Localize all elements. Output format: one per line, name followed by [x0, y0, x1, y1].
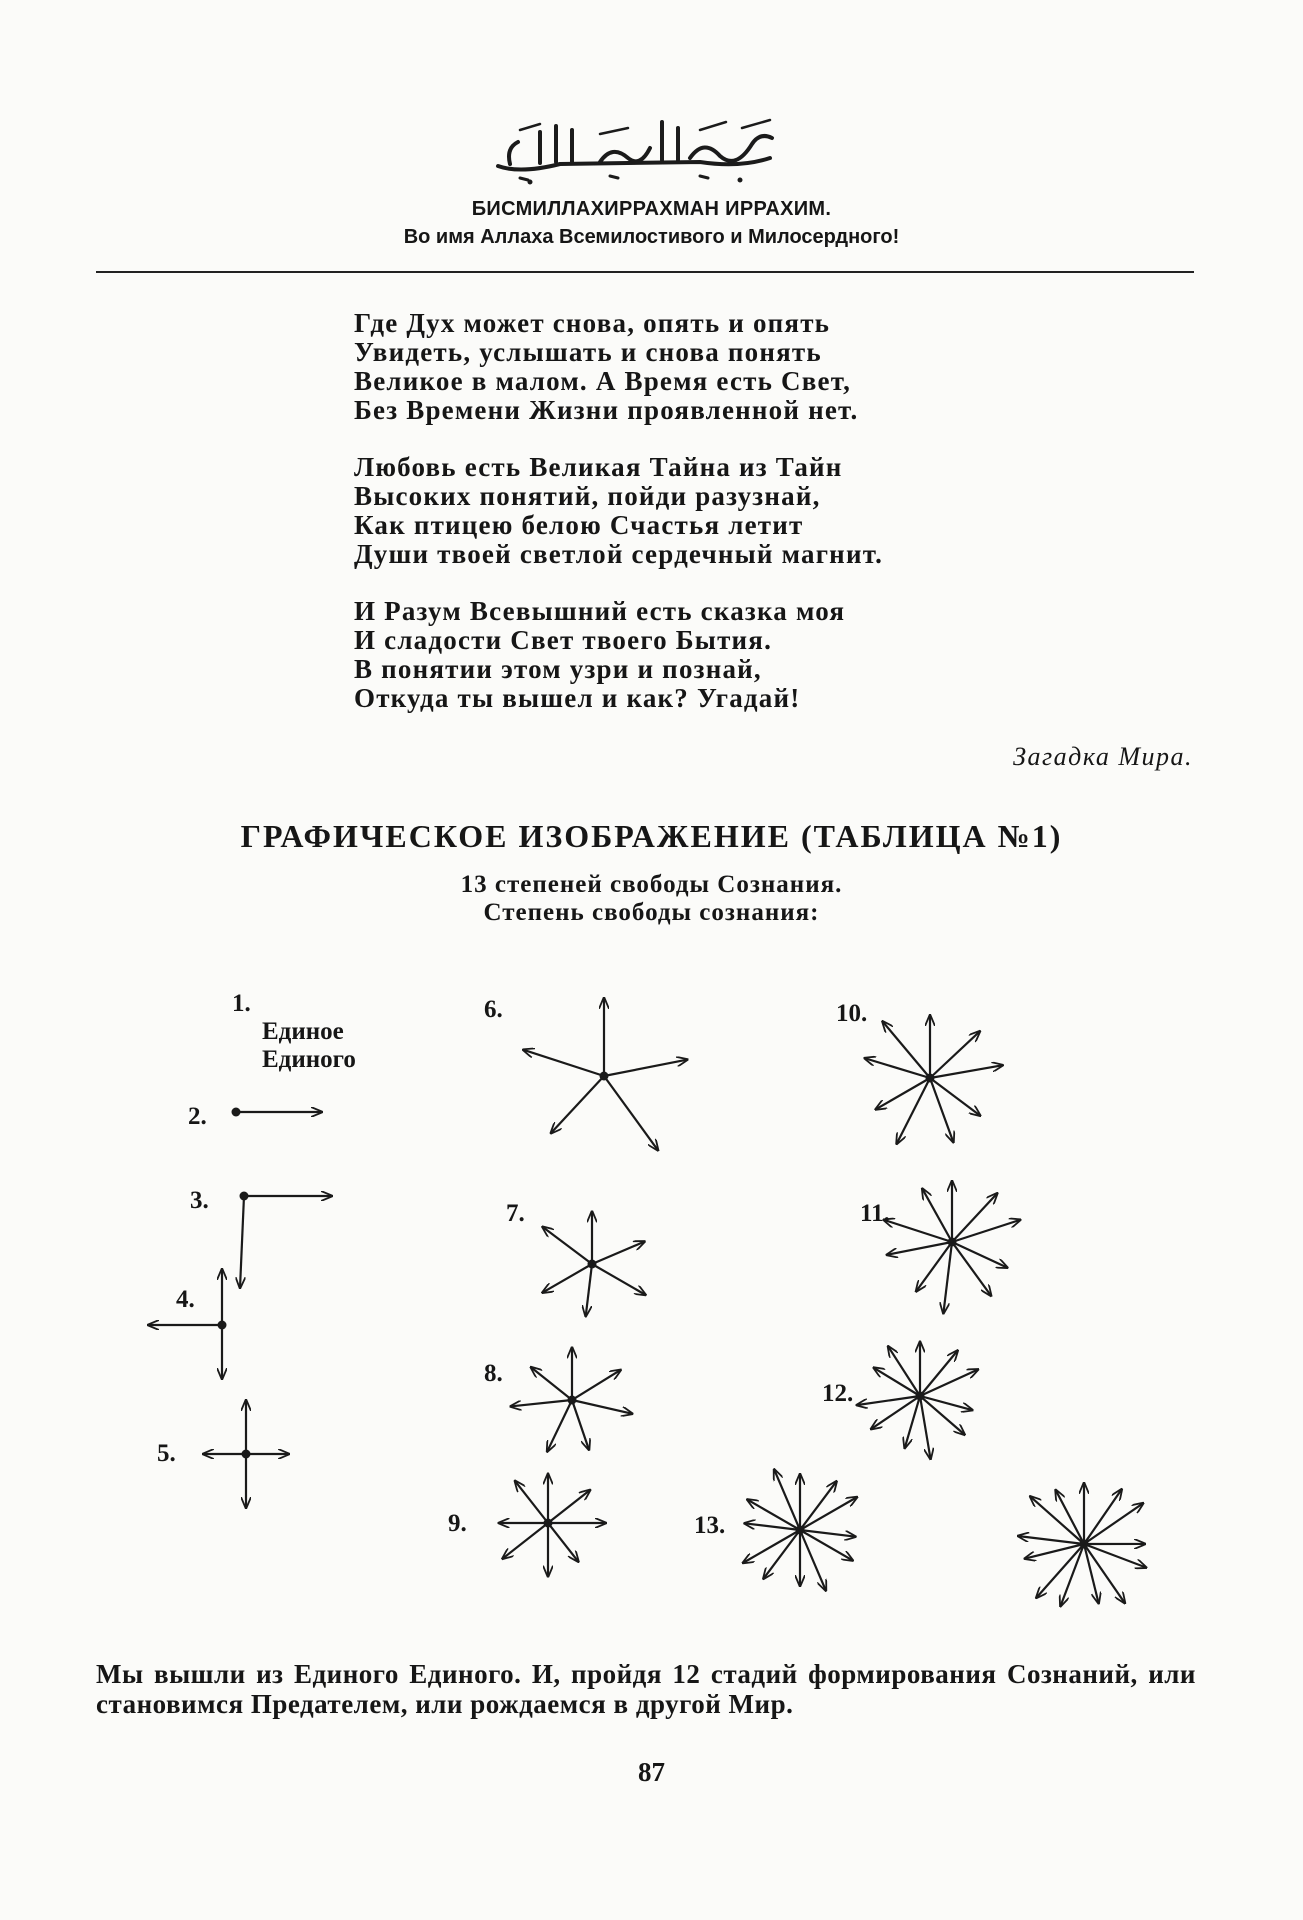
poem-line: И Разум Всевышний есть сказка моя [354, 596, 846, 626]
stage-14-arrow [1030, 1496, 1084, 1544]
stage-label-1: 1. [232, 990, 251, 1017]
stage-13-arrow [800, 1481, 837, 1530]
poem-line: Великое в малом. А Время есть Свет, [354, 366, 852, 396]
stage-14-arrow [1036, 1544, 1084, 1598]
stage-11-arrow [887, 1242, 952, 1255]
stage-6-arrow [551, 1076, 604, 1133]
stage-10-arrow [882, 1021, 930, 1078]
poem-stanza [354, 309, 974, 425]
stage-7-arrow [592, 1264, 646, 1295]
stage-7-arrow [586, 1264, 592, 1316]
stage-14-arrow [1084, 1503, 1143, 1544]
poem-line: В понятии этом узри и познай, [354, 654, 762, 684]
poem-line: Души твоей светлой сердечный магнит. [354, 539, 884, 569]
stage-13-arrow [763, 1530, 800, 1579]
stage-13-arrow [800, 1530, 826, 1591]
poem [354, 309, 974, 741]
subtitle-line-1: 13 степеней свободы Сознания. [460, 871, 843, 898]
stage-8-arrow [531, 1367, 572, 1400]
stage-1-name-line-1: Единое [262, 1018, 344, 1045]
stage-9-arrow [548, 1523, 578, 1562]
stage-label-13: 13. [694, 1512, 726, 1539]
section-title: ГРАФИЧЕСКОЕ ИЗОБРАЖЕНИЕ (ТАБЛИЦА №1) [240, 818, 1063, 854]
poem-line: Увидеть, услышать и снова понять [354, 337, 822, 367]
stage-8-arrow [572, 1400, 632, 1414]
stage-label-2: 2. [188, 1103, 207, 1130]
stage-label-4: 4. [176, 1286, 195, 1313]
stage-6-arrow [604, 1076, 658, 1150]
poem-signature: Загадка Мира. [1013, 742, 1193, 771]
bismillah-translation: Во имя Аллаха Всемилостивого и Милосердного! [403, 226, 900, 248]
stage-9-arrow [515, 1481, 548, 1523]
stage-9-arrow [502, 1523, 548, 1559]
stage-1-name [262, 1018, 356, 1074]
stage-label-8: 8. [484, 1360, 503, 1387]
stage-label-6: 6. [484, 996, 503, 1023]
stage-label-9: 9. [448, 1510, 467, 1537]
poem-line: И сладости Свет твоего Бытия. [354, 625, 773, 655]
stage-3-arrow [240, 1196, 244, 1288]
stage-14-arrow [1025, 1544, 1084, 1559]
stage-7-arrow [542, 1227, 592, 1264]
stage-8-arrow [547, 1400, 572, 1452]
stage-7-arrow [592, 1241, 645, 1264]
poem-line: Как птицею белою Счастья летит [354, 510, 804, 540]
stage-6-arrow [523, 1050, 604, 1076]
stage-label-7: 7. [506, 1200, 525, 1227]
stage-label-11: 11. [860, 1200, 890, 1227]
stage-8-arrow [572, 1400, 589, 1450]
stage-12-arrow [874, 1368, 920, 1396]
stage-1-name-line-2: Единого [262, 1046, 356, 1073]
stage-12-arrow [920, 1396, 931, 1459]
poem-line: Где Дух может снова, опять и опять [354, 308, 831, 338]
stage-9-arrow [548, 1490, 590, 1523]
stage-10-arrow [864, 1058, 930, 1078]
header-divider [96, 271, 1194, 273]
bismillah-calligraphy [0, 108, 1303, 188]
stage-label-5: 5. [157, 1440, 176, 1467]
poem-line: Откуда ты вышел и как? Угадай! [354, 683, 801, 713]
stages-diagram [0, 960, 1303, 1620]
poem-line: Высоких понятий, пойди разузнай, [354, 481, 821, 511]
stage-label-3: 3. [190, 1187, 209, 1214]
stage-14-arrow [1056, 1490, 1084, 1544]
poem-line: Без Времени Жизни проявленной нет. [354, 395, 859, 425]
stage-13-arrow [743, 1530, 800, 1563]
stage-12-arrow [920, 1369, 978, 1396]
section-subtitle [0, 871, 1303, 927]
consciousness-stages-figure [0, 960, 1303, 1620]
stage-14-arrow [1060, 1544, 1084, 1606]
subtitle-line-2: Степень свободы сознания: [483, 899, 820, 926]
figure-caption: Мы вышли из Единого Единого. И, пройдя 12 стадий формирования Сознаний, или становимся Предателем, или рождаемся в другой Мир. [96, 1659, 1196, 1719]
stage-6-arrow [604, 1060, 688, 1076]
stage-13-arrow [800, 1497, 857, 1530]
stage-14-arrow [1084, 1489, 1122, 1544]
stage-8-arrow [572, 1370, 621, 1400]
stage-8-arrow [510, 1400, 572, 1406]
stage-12-arrow [920, 1350, 958, 1396]
stage-13-arrow [774, 1469, 800, 1530]
page-number: 87 [638, 1757, 665, 1787]
bismillah-transliteration: БИСМИЛЛАХИРРАХМАН ИРРАХИМ. [471, 198, 832, 220]
stage-14-arrow [1018, 1536, 1084, 1544]
stage-label-10: 10. [836, 1000, 868, 1027]
poem-stanza [354, 453, 974, 569]
poem-line: Любовь есть Великая Тайна из Тайн [354, 452, 843, 482]
stage-7-arrow [542, 1264, 592, 1293]
stage-12-arrow [888, 1346, 920, 1396]
poem-stanza [354, 597, 974, 713]
stage-label-12: 12. [822, 1380, 854, 1407]
